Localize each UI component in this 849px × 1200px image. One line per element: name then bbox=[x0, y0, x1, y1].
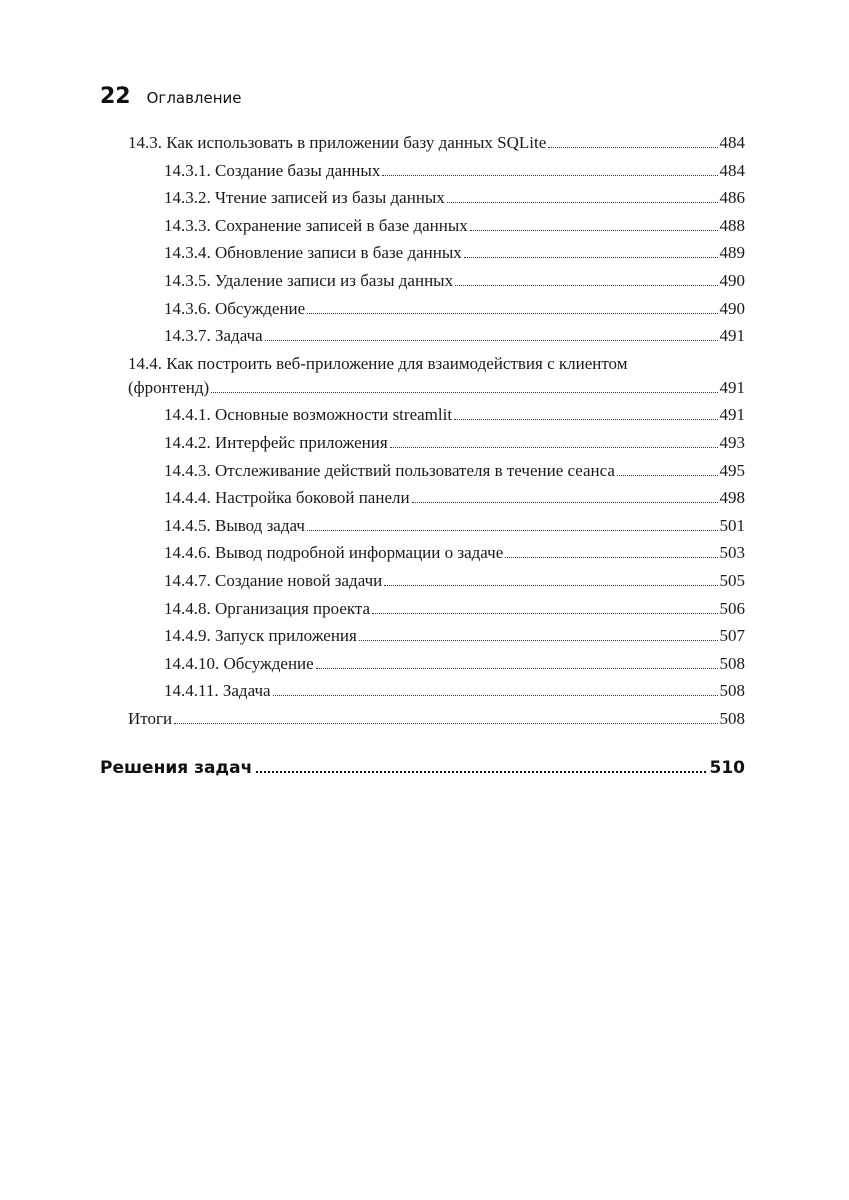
dot-leader bbox=[548, 135, 717, 148]
toc-entry-page: 508 bbox=[719, 681, 745, 701]
toc-entry-14-4-11[interactable] bbox=[128, 681, 745, 709]
toc-entry-label: 14.4.6. Вывод подробной информации о задаче bbox=[164, 543, 504, 563]
toc-entry-label: 14.4.11. Задача bbox=[164, 681, 271, 701]
toc-entry-label: 14.3.5. Удаление записи из базы данных bbox=[164, 270, 454, 290]
toc-entry-14-4-5[interactable] bbox=[128, 516, 745, 544]
dot-leader bbox=[382, 162, 717, 175]
toc-entry-label: 14.4. Как построить веб-приложение для взаимодействия с клиентом bbox=[128, 353, 628, 373]
toc-entry-page: 491 bbox=[719, 405, 745, 425]
dot-leader bbox=[211, 380, 717, 393]
toc-entry-page: 503 bbox=[719, 543, 745, 563]
toc-entry-14-4-9[interactable] bbox=[128, 626, 745, 654]
toc-entry-label: 14.4.9. Запуск приложения bbox=[164, 626, 357, 646]
toc-entry-page: 506 bbox=[719, 598, 745, 618]
toc-entry-page: 491 bbox=[719, 326, 745, 346]
toc-entry-page: 490 bbox=[719, 270, 745, 290]
toc-entry-14-4-8[interactable] bbox=[128, 599, 745, 627]
toc-entry-14-3-3[interactable] bbox=[128, 216, 745, 244]
toc-entry-14-4-4[interactable] bbox=[128, 488, 745, 516]
dot-leader bbox=[307, 300, 717, 313]
toc-entry-page: 491 bbox=[719, 377, 745, 397]
dot-leader bbox=[617, 462, 718, 475]
toc-entry-14-3-7[interactable] bbox=[128, 326, 745, 354]
toc-entry-label: 14.3.2. Чтение записей из базы данных bbox=[164, 188, 445, 208]
toc-entry-page: 493 bbox=[719, 432, 745, 452]
toc-entry-14-4-continued[interactable] bbox=[128, 378, 745, 406]
dot-leader bbox=[454, 407, 717, 420]
toc-entry-page: 486 bbox=[719, 188, 745, 208]
toc-entry-label: 14.3. Как использовать в приложении базу данных SQLite bbox=[128, 133, 547, 152]
toc-entry-page: 490 bbox=[719, 298, 745, 318]
toc-entry-label: 14.4.2. Интерфейс приложения bbox=[164, 432, 388, 452]
toc-entry-label: 14.3.3. Сохранение записей в базе данных bbox=[164, 215, 468, 235]
toc-entry-14-4-7[interactable] bbox=[128, 571, 745, 599]
toc-entry-14-4-10[interactable] bbox=[128, 654, 745, 682]
toc-entry-label: 14.4.10. Обсуждение bbox=[164, 653, 314, 673]
toc-entry-label: 14.4.3. Отслеживание действий пользователя в течение сеанса bbox=[164, 460, 615, 480]
toc-entry-page: 508 bbox=[719, 708, 745, 728]
dot-leader bbox=[384, 573, 717, 586]
toc-entry-label: 14.4.5. Вывод задач bbox=[164, 515, 305, 535]
toc-entry-page: 505 bbox=[719, 570, 745, 590]
dot-leader bbox=[359, 628, 718, 641]
toc-entry-14-3-6[interactable] bbox=[128, 299, 745, 327]
toc-entry-label: 14.3.7. Задача bbox=[164, 326, 263, 346]
toc-entry-page: 508 bbox=[719, 653, 745, 673]
dot-leader bbox=[447, 190, 718, 203]
toc-entry-page: 484 bbox=[719, 160, 745, 180]
toc-entry-page: 498 bbox=[719, 488, 745, 508]
toc-entry-label: 14.4.7. Создание новой задачи bbox=[164, 570, 383, 590]
toc-entry-14-4-1[interactable] bbox=[128, 405, 745, 433]
toc-entry-label: 14.4.1. Основные возможности streamlit bbox=[164, 405, 453, 425]
dot-leader bbox=[256, 759, 705, 773]
dot-leader bbox=[390, 435, 718, 448]
toc-entry-solutions[interactable] bbox=[100, 758, 745, 778]
toc-entry-14-4[interactable] bbox=[128, 354, 745, 378]
toc-entry-14-3-2[interactable] bbox=[128, 188, 745, 216]
toc-entry-page: 484 bbox=[719, 133, 745, 152]
toc-entry-page: 488 bbox=[719, 215, 745, 235]
toc-entry-label: 14.4.4. Настройка боковой панели bbox=[164, 488, 410, 508]
toc-entry-label: Итоги bbox=[128, 708, 173, 728]
toc-entry-label: 14.3.1. Создание базы данных bbox=[164, 160, 381, 180]
toc-entry-summary[interactable] bbox=[128, 709, 745, 737]
dot-leader bbox=[174, 711, 717, 724]
toc-entry-label: Решения задач bbox=[100, 758, 253, 778]
toc-entry-14-3-5[interactable] bbox=[128, 271, 745, 299]
running-header bbox=[100, 84, 242, 114]
dot-leader bbox=[265, 328, 718, 341]
toc-entry-label: 14.4.8. Организация проекта bbox=[164, 598, 371, 618]
toc-entry-label: 14.3.6. Обсуждение bbox=[164, 298, 306, 318]
dot-leader bbox=[470, 218, 718, 231]
toc-entry-label: 14.3.4. Обновление записи в базе данных bbox=[164, 243, 462, 263]
toc-entry-14-4-3[interactable] bbox=[128, 461, 745, 489]
toc-entry-page: 501 bbox=[719, 515, 745, 535]
toc-entry-page: 507 bbox=[719, 626, 745, 646]
page-number: 22 bbox=[100, 84, 131, 109]
toc-entry-14-4-2[interactable] bbox=[128, 433, 745, 461]
toc-entry-14-3-1[interactable] bbox=[128, 161, 745, 189]
dot-leader bbox=[412, 490, 718, 503]
toc-entry-14-3[interactable] bbox=[128, 133, 745, 161]
toc-entry-page: 489 bbox=[719, 243, 745, 263]
dot-leader bbox=[307, 517, 718, 530]
toc-entry-14-3-4[interactable] bbox=[128, 243, 745, 271]
running-title: Оглавление bbox=[146, 89, 242, 107]
dot-leader bbox=[455, 273, 717, 286]
dot-leader bbox=[464, 245, 718, 258]
toc-entry-label: (фронтенд) bbox=[128, 377, 210, 397]
dot-leader bbox=[316, 655, 718, 668]
toc-entry-page: 510 bbox=[709, 758, 745, 778]
toc-entry-page: 495 bbox=[719, 460, 745, 480]
toc-entry-14-4-6[interactable] bbox=[128, 543, 745, 571]
dot-leader bbox=[273, 683, 718, 696]
dot-leader bbox=[372, 600, 717, 613]
dot-leader bbox=[505, 545, 717, 558]
table-of-contents bbox=[128, 133, 745, 736]
